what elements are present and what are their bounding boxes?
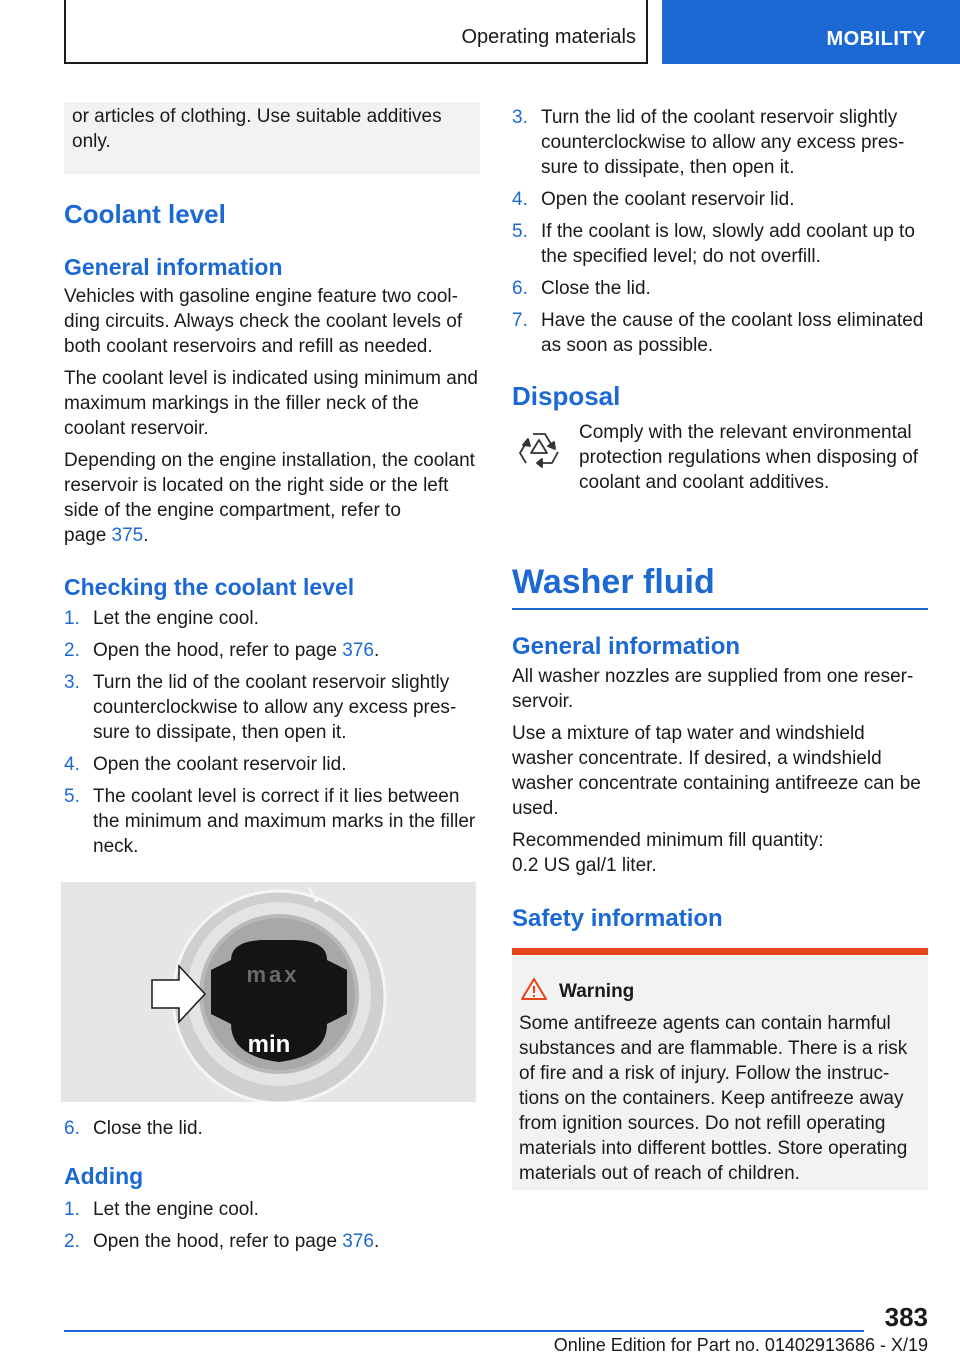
general-information-heading: General information bbox=[64, 254, 283, 280]
safety-information-heading: Safety information bbox=[512, 905, 723, 932]
adding-heading: Adding bbox=[64, 1163, 144, 1189]
footer-rule bbox=[64, 1330, 864, 1332]
adding-steps-list bbox=[64, 1197, 480, 1254]
warning-text: Some antifreeze agents can contain harmful substances and are flammable. There is a risk of fire and a risk of injury. Follow the instructions on the containers. Keep antifreeze away from ignition sources. Do not refill operating materials into different bottles. Store operating materials out of reach of children. bbox=[519, 1013, 908, 1184]
disposal-heading: Disposal bbox=[512, 381, 621, 411]
list-item: 2. Open the hood, refer to page 376. bbox=[64, 1231, 380, 1252]
washer-general-heading: General information bbox=[512, 633, 741, 660]
list-item: 5. The coolant level is correct if it lies between the minimum and maximum marks in the filler neck. bbox=[64, 786, 476, 857]
coolant-level-heading: Coolant level bbox=[64, 199, 226, 229]
checking-coolant-heading: Checking the coolant level bbox=[64, 574, 355, 600]
general-paragraph-2: The coolant level is indicated using minimum and maximum markings in the filler neck of the coolant reservoir. bbox=[64, 368, 478, 439]
page-link-376[interactable]: 376 bbox=[342, 1231, 374, 1252]
page-link-376[interactable]: 376 bbox=[342, 640, 374, 661]
continued-note-text: or articles of clothing. Use suitable additives only. bbox=[72, 106, 442, 152]
min-marking-label: min bbox=[247, 1031, 291, 1058]
general-paragraph-3: Depending on the engine installation, the coolant reservoir is located on the right side or the left side of the engine compartment, refer to page 375. bbox=[64, 450, 475, 546]
right-column bbox=[512, 105, 928, 1190]
washer-heading-rule bbox=[512, 608, 928, 610]
warning-box bbox=[512, 948, 928, 1190]
section-title: Operating materials bbox=[461, 26, 636, 48]
list-item: 2. Open the hood, refer to page 376. bbox=[64, 640, 380, 661]
warning-icon bbox=[521, 977, 547, 1001]
list-item: 5. If the coolant is low, slowly add coolant up to the specified level; do not overfill. bbox=[512, 221, 915, 267]
continued-note-box bbox=[64, 102, 480, 174]
list-item: 3. Turn the lid of the coolant reservoir slightly counterclockwise to allow any excess pressure to dissipate, then open it. bbox=[64, 672, 457, 743]
checking-steps-list-continued bbox=[64, 1116, 480, 1141]
list-item: 7. Have the cause of the coolant loss eliminated as soon as possible. bbox=[512, 310, 924, 356]
washer-fluid-heading: Washer fluid bbox=[512, 563, 715, 601]
page-number: 383 bbox=[884, 1302, 928, 1332]
list-item: 6. Close the lid. bbox=[512, 278, 651, 299]
general-paragraph-1: Vehicles with gasoline engine feature two coolding circuits. Always check the coolant levels of both coolant reservoirs and refill as needed. bbox=[64, 286, 463, 357]
list-item: 4. Open the coolant reservoir lid. bbox=[64, 754, 347, 775]
list-item: 4. Open the coolant reservoir lid. bbox=[512, 189, 795, 210]
washer-paragraph-1: All washer nozzles are supplied from one reserservoir. bbox=[512, 666, 914, 712]
adding-steps-list-continued bbox=[512, 105, 928, 358]
left-column bbox=[64, 102, 480, 866]
list-item: 1. Let the engine cool. bbox=[64, 1199, 259, 1220]
disposal-note bbox=[512, 420, 928, 520]
warning-label: Warning bbox=[559, 981, 635, 1002]
list-item: 1. Let the engine cool. bbox=[64, 608, 259, 629]
filler-neck-figure bbox=[61, 882, 476, 1102]
general-paragraph-3-text: Depending on the engine installation, the coolant reservoir is located on the right side or the left side of the engine compartment, refer to page bbox=[64, 450, 475, 546]
chapter-title: MOBILITY bbox=[826, 28, 926, 50]
list-item: 6. Close the lid. bbox=[64, 1118, 203, 1139]
warning-header bbox=[519, 977, 920, 1011]
list-item: 3. Turn the lid of the coolant reservoir slightly counterclockwise to allow any excess pressure to dissipate, then open it. bbox=[512, 107, 905, 178]
checking-steps-list bbox=[64, 606, 480, 859]
disposal-text: Comply with the relevant environmental protection regulations when disposing of coolant and coolant additives. bbox=[579, 422, 919, 493]
left-column-lower bbox=[64, 1116, 480, 1261]
page-link-375[interactable]: 375 bbox=[111, 525, 144, 546]
max-marking-label: max bbox=[246, 962, 300, 987]
filler-neck-illustration bbox=[61, 882, 476, 1102]
washer-paragraph-3: Recommended minimum fill quantity: 0.2 US gal/1 liter. bbox=[512, 830, 824, 876]
edition-footer: Online Edition for Part no. 01402913686 - X/19 bbox=[553, 1335, 928, 1355]
washer-paragraph-2: Use a mixture of tap water and windshield washer concentrate. If desired, a windshield washer concentrate containing antifreeze can be used. bbox=[512, 723, 921, 819]
recycling-icon bbox=[514, 426, 564, 476]
